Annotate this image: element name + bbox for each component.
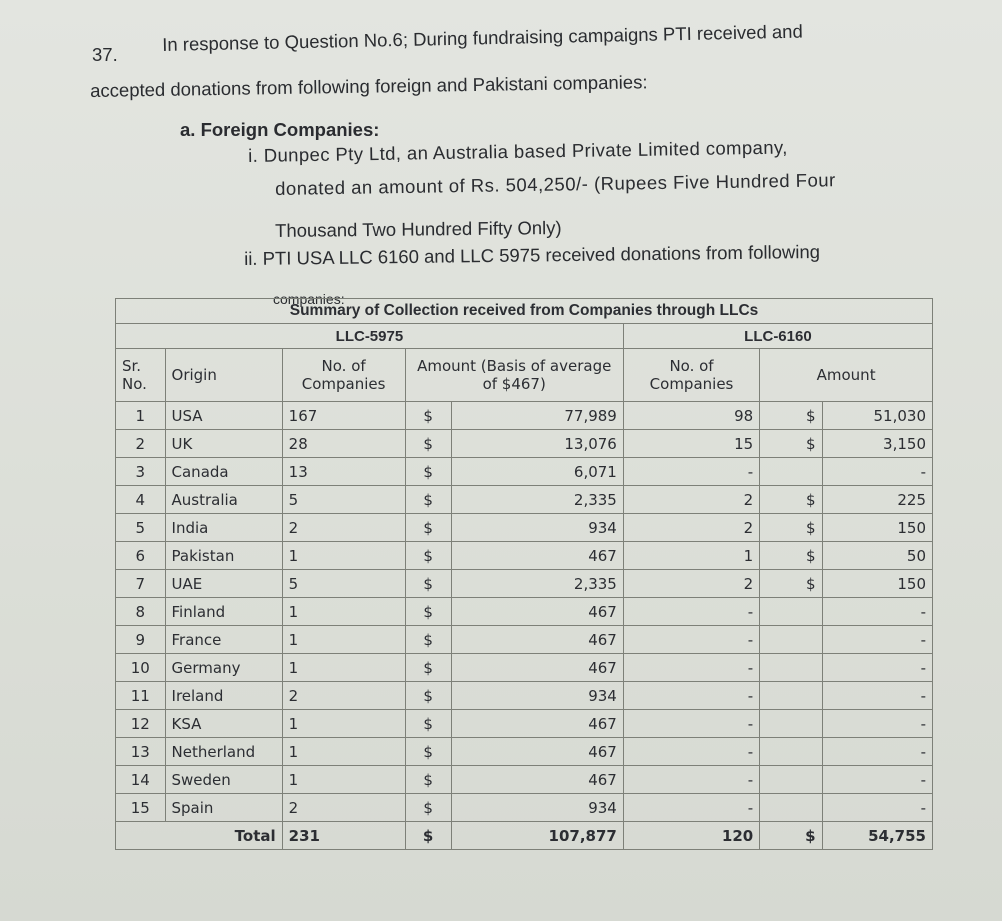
amount-6160-cell: - (822, 458, 932, 486)
table-row (116, 766, 933, 794)
currency-5975-cell: $ (405, 542, 451, 570)
sr-no-cell: 7 (116, 570, 166, 598)
table-row (116, 738, 933, 766)
total-companies-5975: 231 (282, 822, 405, 850)
currency-6160-cell (760, 738, 822, 766)
item-2-line-2: companies: (273, 291, 345, 307)
currency-5975-cell: $ (405, 486, 451, 514)
origin-cell: USA (165, 402, 282, 430)
sr-no-cell: 9 (116, 626, 166, 654)
table-row (116, 402, 933, 430)
amount-6160-cell: 3,150 (822, 430, 932, 458)
sr-no-cell: 8 (116, 598, 166, 626)
amount-5975-cell: 6,071 (451, 458, 623, 486)
currency-5975-cell: $ (405, 738, 451, 766)
amount-6160-cell: 225 (822, 486, 932, 514)
currency-6160-cell (760, 710, 822, 738)
companies-5975-cell: 1 (282, 710, 405, 738)
table-row (116, 794, 933, 822)
companies-5975-cell: 5 (282, 486, 405, 514)
paragraph-number: 37. (92, 44, 118, 65)
sr-no-cell: 10 (116, 654, 166, 682)
origin-cell: Germany (165, 654, 282, 682)
currency-6160-cell: $ (760, 570, 822, 598)
column-header-origin: Origin (165, 349, 282, 402)
currency-5975-cell: $ (405, 514, 451, 542)
amount-5975-cell: 467 (451, 542, 623, 570)
table-row (116, 682, 933, 710)
paragraph-line-2: accepted donations from following foreign and Pakistani companies: (90, 71, 648, 101)
companies-5975-cell: 28 (282, 430, 405, 458)
companies-5975-cell: 167 (282, 402, 405, 430)
sr-no-cell: 4 (116, 486, 166, 514)
companies-6160-cell: - (623, 682, 759, 710)
amount-6160-cell: 50 (822, 542, 932, 570)
amount-5975-cell: 467 (451, 598, 623, 626)
currency-6160-cell (760, 766, 822, 794)
companies-5975-cell: 2 (282, 794, 405, 822)
currency-6160-cell (760, 654, 822, 682)
companies-6160-cell: 2 (623, 486, 759, 514)
sr-no-cell: 12 (116, 710, 166, 738)
origin-cell: UAE (165, 570, 282, 598)
item-2-line-1: ii. PTI USA LLC 6160 and LLC 5975 received donations from following (244, 240, 821, 269)
companies-5975-cell: 1 (282, 654, 405, 682)
currency-5975-cell: $ (405, 430, 451, 458)
amount-5975-cell: 467 (451, 710, 623, 738)
total-label: Total (116, 822, 283, 850)
currency-5975-cell: $ (405, 654, 451, 682)
amount-6160-cell: 51,030 (822, 402, 932, 430)
companies-6160-cell: - (623, 598, 759, 626)
companies-5975-cell: 1 (282, 542, 405, 570)
table-row (116, 458, 933, 486)
table-row (116, 430, 933, 458)
amount-6160-cell: - (822, 598, 932, 626)
currency-6160-cell: $ (760, 430, 822, 458)
origin-cell: Ireland (165, 682, 282, 710)
item-1-line-3: Thousand Two Hundred Fifty Only) (275, 216, 562, 241)
amount-6160-cell: 150 (822, 514, 932, 542)
origin-cell: India (165, 514, 282, 542)
sr-no-cell: 2 (116, 430, 166, 458)
item-1-line-2: donated an amount of Rs. 504,250/- (Rupees Five Hundred Four (275, 169, 836, 199)
amount-5975-cell: 467 (451, 738, 623, 766)
column-header-companies-5975: No. of Companies (282, 349, 405, 402)
origin-cell: UK (165, 430, 282, 458)
total-currency-5975: $ (405, 822, 451, 850)
table-row (116, 514, 933, 542)
item-1-line-1: i. Dunpec Pty Ltd, an Australia based Private Limited company, (248, 136, 788, 166)
currency-6160-cell: $ (760, 514, 822, 542)
currency-5975-cell: $ (405, 710, 451, 738)
companies-5975-cell: 1 (282, 766, 405, 794)
amount-5975-cell: 467 (451, 766, 623, 794)
amount-6160-cell: - (822, 654, 932, 682)
amount-5975-cell: 934 (451, 514, 623, 542)
collection-summary-table (115, 298, 933, 850)
companies-5975-cell: 1 (282, 738, 405, 766)
sr-no-cell: 1 (116, 402, 166, 430)
amount-5975-cell: 934 (451, 682, 623, 710)
table-row (116, 486, 933, 514)
sr-no-cell: 14 (116, 766, 166, 794)
amount-5975-cell: 467 (451, 626, 623, 654)
origin-cell: KSA (165, 710, 282, 738)
amount-5975-cell: 2,335 (451, 570, 623, 598)
currency-5975-cell: $ (405, 766, 451, 794)
amount-5975-cell: 13,076 (451, 430, 623, 458)
sr-no-cell: 5 (116, 514, 166, 542)
amount-5975-cell: 77,989 (451, 402, 623, 430)
currency-6160-cell (760, 598, 822, 626)
companies-5975-cell: 2 (282, 682, 405, 710)
companies-6160-cell: 2 (623, 570, 759, 598)
currency-6160-cell (760, 794, 822, 822)
amount-5975-cell: 934 (451, 794, 623, 822)
total-amount-6160: 54,755 (822, 822, 932, 850)
group-header-llc-5975: LLC-5975 (116, 324, 624, 349)
companies-5975-cell: 1 (282, 598, 405, 626)
sr-no-cell: 3 (116, 458, 166, 486)
amount-6160-cell: - (822, 682, 932, 710)
companies-6160-cell: - (623, 766, 759, 794)
origin-cell: Netherland (165, 738, 282, 766)
origin-cell: Sweden (165, 766, 282, 794)
table-row (116, 570, 933, 598)
total-companies-6160: 120 (623, 822, 759, 850)
companies-6160-cell: - (623, 458, 759, 486)
origin-cell: Canada (165, 458, 282, 486)
currency-6160-cell: $ (760, 486, 822, 514)
currency-6160-cell (760, 682, 822, 710)
sr-no-cell: 13 (116, 738, 166, 766)
table-title: Summary of Collection received from Companies through LLCs (116, 299, 933, 324)
currency-6160-cell (760, 458, 822, 486)
amount-6160-cell: - (822, 710, 932, 738)
amount-6160-cell: 150 (822, 570, 932, 598)
amount-6160-cell: - (822, 794, 932, 822)
column-header-amount-6160: Amount (760, 349, 933, 402)
column-header-sr-no: Sr. No. (116, 349, 166, 402)
currency-5975-cell: $ (405, 402, 451, 430)
amount-6160-cell: - (822, 738, 932, 766)
currency-5975-cell: $ (405, 682, 451, 710)
currency-6160-cell: $ (760, 402, 822, 430)
companies-5975-cell: 2 (282, 514, 405, 542)
amount-6160-cell: - (822, 766, 932, 794)
currency-6160-cell: $ (760, 542, 822, 570)
origin-cell: France (165, 626, 282, 654)
currency-5975-cell: $ (405, 794, 451, 822)
currency-5975-cell: $ (405, 570, 451, 598)
amount-6160-cell: - (822, 626, 932, 654)
origin-cell: Finland (165, 598, 282, 626)
origin-cell: Spain (165, 794, 282, 822)
table-row (116, 710, 933, 738)
group-header-llc-6160: LLC-6160 (623, 324, 932, 349)
table-row (116, 626, 933, 654)
origin-cell: Pakistan (165, 542, 282, 570)
companies-6160-cell: 2 (623, 514, 759, 542)
sr-no-cell: 6 (116, 542, 166, 570)
currency-6160-cell (760, 626, 822, 654)
origin-cell: Australia (165, 486, 282, 514)
amount-5975-cell: 467 (451, 654, 623, 682)
table-row (116, 654, 933, 682)
companies-6160-cell: - (623, 654, 759, 682)
companies-6160-cell: 15 (623, 430, 759, 458)
column-header-amount-5975: Amount (Basis of average of $467) (405, 349, 623, 402)
companies-6160-cell: 1 (623, 542, 759, 570)
currency-5975-cell: $ (405, 626, 451, 654)
column-header-companies-6160: No. of Companies (623, 349, 759, 402)
total-currency-6160: $ (760, 822, 822, 850)
total-row (116, 822, 933, 850)
companies-5975-cell: 5 (282, 570, 405, 598)
amount-5975-cell: 2,335 (451, 486, 623, 514)
companies-6160-cell: - (623, 738, 759, 766)
paragraph-line-1: In response to Question No.6; During fundraising campaigns PTI received and (162, 20, 803, 55)
table-row (116, 598, 933, 626)
companies-6160-cell: 98 (623, 402, 759, 430)
companies-5975-cell: 13 (282, 458, 405, 486)
subheading-foreign-companies: a. Foreign Companies: (180, 119, 380, 140)
currency-5975-cell: $ (405, 598, 451, 626)
sr-no-cell: 11 (116, 682, 166, 710)
companies-5975-cell: 1 (282, 626, 405, 654)
companies-6160-cell: - (623, 710, 759, 738)
companies-6160-cell: - (623, 794, 759, 822)
table-row (116, 542, 933, 570)
currency-5975-cell: $ (405, 458, 451, 486)
total-amount-5975: 107,877 (451, 822, 623, 850)
companies-6160-cell: - (623, 626, 759, 654)
sr-no-cell: 15 (116, 794, 166, 822)
